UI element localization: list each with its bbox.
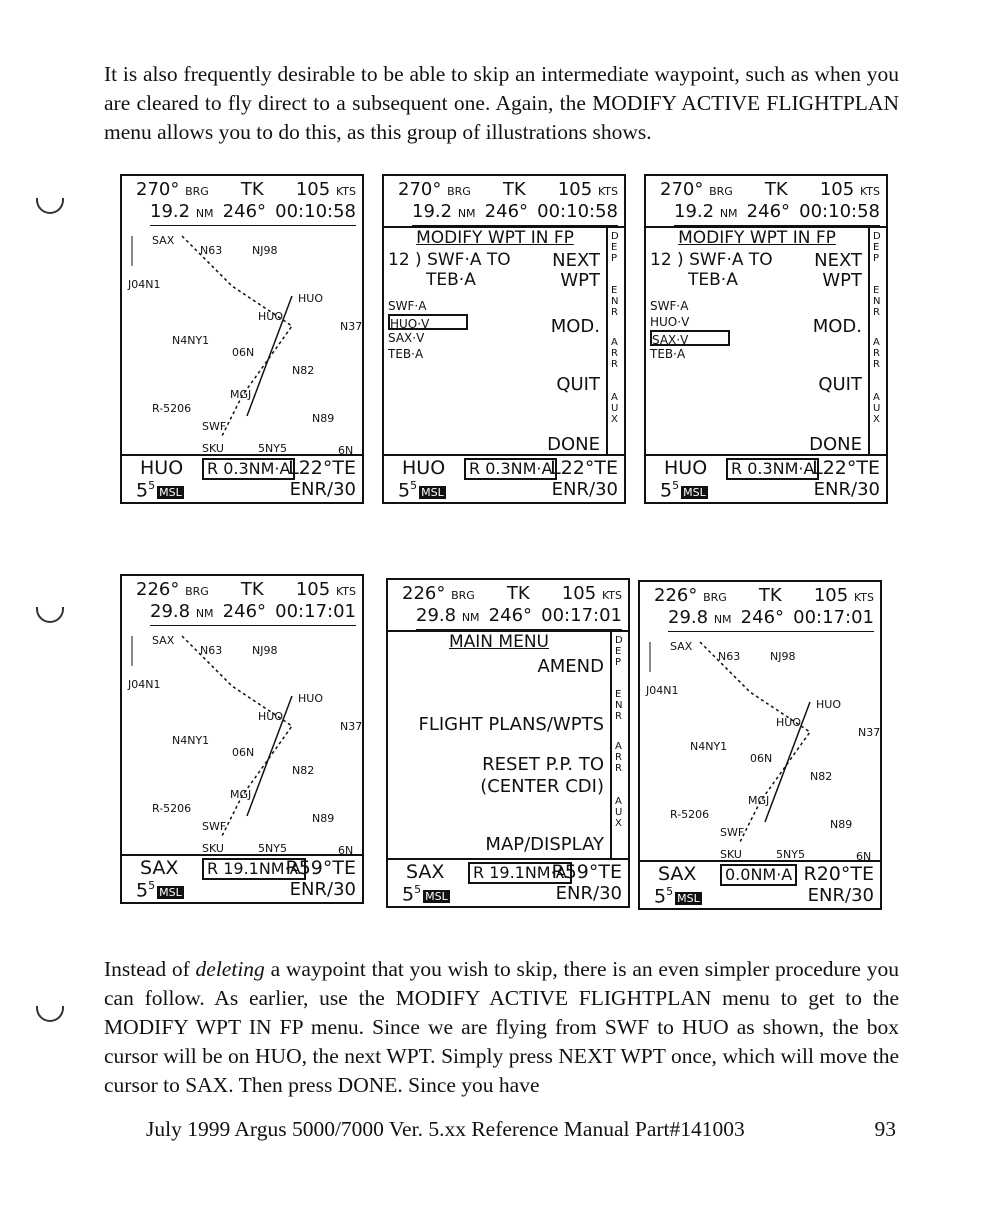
speed-value: 105	[557, 179, 593, 200]
speed-value: 105	[819, 179, 855, 200]
side-key-letter: P	[615, 657, 622, 668]
map-label: J04N1	[128, 678, 161, 691]
map-label: SAX	[152, 634, 175, 647]
modify-wpt-menu	[646, 226, 886, 456]
side-key-letter: R	[611, 348, 618, 359]
mode-key-strip[interactable]	[868, 228, 886, 456]
active-leg-dest: TEB·A	[688, 270, 738, 290]
waypoint-list-item[interactable]: SAX·V	[388, 331, 425, 345]
map-label: SAX	[152, 234, 175, 247]
nav-header	[122, 576, 362, 626]
quit-option[interactable]: QUIT	[556, 374, 600, 395]
distance-value: 29.8	[668, 607, 709, 628]
msl-badge: MSL	[683, 486, 706, 500]
active-waypoint: HUO	[140, 457, 184, 479]
distance-unit: NM	[195, 207, 214, 220]
map-label: N4NY1	[690, 740, 728, 753]
nav-header	[122, 176, 362, 226]
side-key-letter: D	[611, 231, 619, 242]
side-key-letter: N	[615, 700, 623, 711]
map-label: N63	[200, 644, 223, 657]
side-key-letter: R	[615, 752, 622, 763]
side-key-letter: E	[873, 242, 880, 253]
side-key-letter: R	[873, 348, 880, 359]
msl-badge: MSL	[677, 892, 700, 906]
track-value: 246°	[222, 601, 267, 622]
track-label: TK	[764, 179, 788, 200]
mod-option[interactable]: MOD.	[812, 316, 862, 337]
side-key-letter: D	[873, 231, 881, 242]
distance-value: 29.8	[416, 605, 457, 626]
bearing-value: 270°	[398, 179, 442, 200]
side-key-letter: E	[615, 689, 622, 700]
moving-map	[122, 226, 362, 456]
map-label: N63	[718, 650, 741, 663]
side-key-letter: A	[873, 337, 880, 348]
side-key-letter: X	[611, 414, 618, 425]
waypoint-list-item[interactable]: HUO·V	[388, 314, 468, 330]
side-key-letter: U	[873, 403, 881, 414]
nav-footer	[384, 454, 624, 502]
nav-header	[640, 582, 880, 632]
side-key-letter: A	[615, 741, 622, 752]
wpt-option[interactable]: WPT	[560, 270, 600, 291]
modify-wpt-menu	[384, 226, 624, 456]
ete-value: 00:10:58	[799, 201, 880, 222]
side-key-letter: X	[873, 414, 880, 425]
waypoint-list-item[interactable]: SWF·A	[388, 299, 427, 313]
binder-hole-mark	[36, 1006, 64, 1022]
side-key-letter: E	[615, 646, 622, 657]
altitude-sup: 5	[414, 883, 422, 896]
side-key-letter: R	[611, 359, 618, 370]
speed-unit: KTS	[853, 591, 874, 604]
distance-value: 19.2	[412, 201, 453, 222]
nav-footer	[640, 860, 880, 908]
center-cdi-label: (CENTER CDI)	[480, 776, 604, 797]
bearing-unit: BRG	[709, 185, 733, 198]
side-key-letter: N	[611, 296, 619, 307]
side-key-letter: P	[611, 253, 618, 264]
waypoint-list-item[interactable]: TEB·A	[650, 347, 686, 361]
active-leg: 12 ) SWF·A TO	[388, 250, 511, 270]
nav-header	[384, 176, 624, 226]
altitude-value: 5	[136, 879, 149, 902]
active-waypoint: SAX	[658, 863, 697, 885]
flight-plans-option[interactable]: FLIGHT PLANS/WPTS	[418, 714, 604, 735]
side-key-letter: E	[611, 285, 618, 296]
map-label: N37	[858, 726, 881, 739]
map-label: SKU	[202, 842, 224, 855]
distance-value: 29.8	[150, 601, 191, 622]
altitude-sup: 5	[148, 479, 156, 492]
track-value: 246°	[484, 201, 529, 222]
active-waypoint: SAX	[140, 857, 179, 879]
bearing-value: 226°	[136, 579, 180, 600]
side-key-letter: U	[615, 807, 623, 818]
nav-footer	[646, 454, 886, 502]
active-waypoint: SAX	[406, 861, 445, 883]
track-label: TK	[240, 179, 264, 200]
speed-unit: KTS	[859, 185, 880, 198]
map-label: SWF	[720, 826, 745, 839]
map-label: N37	[340, 720, 363, 733]
distance-unit: NM	[461, 611, 480, 624]
side-key-letter: R	[615, 711, 622, 722]
side-key-letter: E	[873, 285, 880, 296]
distance-unit: NM	[457, 207, 476, 220]
map-label: N89	[312, 412, 335, 425]
crosstrack-box: R 0.3NM·A	[202, 458, 295, 480]
next-option[interactable]: NEXT	[814, 250, 862, 271]
msl-badge: MSL	[159, 486, 182, 500]
speed-unit: KTS	[335, 585, 356, 598]
map-label: SAX	[670, 640, 693, 653]
speed-value: 105	[561, 583, 597, 604]
altitude-value: 5	[402, 883, 415, 906]
active-leg: 12 ) SWF·A TO	[650, 250, 773, 270]
msl-badge: MSL	[421, 486, 444, 500]
main-menu	[388, 630, 628, 860]
map-label: J04N1	[646, 684, 679, 697]
gps-screen	[644, 174, 888, 504]
speed-unit: KTS	[601, 589, 622, 602]
map-label: 06N	[232, 346, 255, 359]
altitude-value: 5	[136, 479, 149, 502]
menu-title: MODIFY WPT IN FP	[416, 228, 574, 248]
bearing-unit: BRG	[185, 185, 209, 198]
distance-unit: NM	[713, 613, 732, 626]
map-label: HUO	[258, 710, 283, 723]
map-label: SKU	[720, 848, 742, 861]
side-key-letter: A	[611, 337, 618, 348]
distance-value: 19.2	[674, 201, 715, 222]
map-label: R-5206	[152, 402, 192, 415]
altitude-value: 5	[398, 479, 411, 502]
crosstrack-box: R 19.1NM·A	[202, 858, 306, 880]
bearing-value: 270°	[136, 179, 180, 200]
speed-unit: KTS	[597, 185, 618, 198]
map-label: 6N	[338, 444, 354, 457]
waypoint-list-item[interactable]: TEB·A	[388, 347, 424, 361]
map-label: 06N	[750, 752, 773, 765]
map-label: SKU	[202, 442, 224, 455]
moving-map	[640, 632, 880, 862]
mode-indicator: ENR/30	[289, 879, 356, 900]
altitude-sup: 5	[672, 479, 680, 492]
gps-screen	[120, 174, 364, 504]
track-error: L22°TE	[550, 457, 618, 479]
distance-value: 19.2	[150, 201, 191, 222]
ete-value: 00:17:01	[793, 607, 874, 628]
map-label: N89	[830, 818, 853, 831]
map-label: N63	[200, 244, 223, 257]
mode-indicator: ENR/30	[289, 479, 356, 500]
mode-indicator: ENR/30	[807, 885, 874, 906]
map-label: 5NY5	[258, 442, 287, 455]
active-waypoint: HUO	[402, 457, 446, 479]
bearing-value: 270°	[660, 179, 704, 200]
mode-key-strip[interactable]	[610, 632, 628, 860]
track-error: R20°TE	[803, 863, 874, 885]
amend-option[interactable]: AMEND	[537, 656, 604, 677]
side-key-letter: R	[873, 307, 880, 318]
map-label: N89	[312, 812, 335, 825]
mod-option[interactable]: MOD.	[550, 316, 600, 337]
gps-screen	[638, 580, 882, 910]
done-option[interactable]: DONE	[547, 434, 600, 455]
crosstrack-box: R 0.3NM·A	[726, 458, 819, 480]
map-label: HUO	[298, 292, 323, 305]
map-label: SWF	[202, 820, 227, 833]
track-error: L22°TE	[288, 457, 356, 479]
track-label: TK	[502, 179, 526, 200]
side-key-letter: R	[615, 763, 622, 774]
nav-footer	[122, 454, 362, 502]
map-label: MGJ	[230, 388, 252, 401]
track-error: R59°TE	[551, 861, 622, 883]
nav-header	[388, 580, 628, 630]
map-label: 5NY5	[776, 848, 805, 861]
crosstrack-box: R 19.1NM·A	[468, 862, 572, 884]
active-waypoint: HUO	[664, 457, 708, 479]
side-key-letter: A	[615, 796, 622, 807]
map-label: SWF	[202, 420, 227, 433]
track-value: 246°	[740, 607, 785, 628]
wpt-option[interactable]: WPT	[822, 270, 862, 291]
binder-hole-mark	[36, 607, 64, 623]
reset-pp-option[interactable]: RESET P.P. TO	[482, 754, 604, 775]
bearing-unit: BRG	[447, 185, 471, 198]
nav-footer	[122, 854, 362, 902]
speed-value: 105	[295, 179, 331, 200]
mode-indicator: ENR/30	[813, 479, 880, 500]
speed-value: 105	[295, 579, 331, 600]
side-key-letter: P	[873, 253, 880, 264]
side-key-letter: X	[615, 818, 622, 829]
msl-badge: MSL	[425, 890, 448, 904]
nav-header	[646, 176, 886, 226]
crosstrack-box: 0.0NM·A	[720, 864, 797, 886]
altitude-sup: 5	[148, 879, 156, 892]
nav-footer	[388, 858, 628, 906]
map-label: N82	[292, 764, 315, 777]
side-key-letter: R	[873, 359, 880, 370]
waypoint-list-item[interactable]: SWF·A	[650, 299, 689, 313]
track-error: L22°TE	[812, 457, 880, 479]
map-label: MGJ	[230, 788, 252, 801]
gps-screen	[382, 174, 626, 504]
map-label: N4NY1	[172, 334, 210, 347]
map-label: N82	[292, 364, 315, 377]
track-value: 246°	[746, 201, 791, 222]
done-option[interactable]: DONE	[809, 434, 862, 455]
map-label: N4NY1	[172, 734, 210, 747]
mode-indicator: ENR/30	[555, 883, 622, 904]
side-key-letter: A	[873, 392, 880, 403]
intro-paragraph: It is also frequently desirable to be able to skip an intermediate waypoint, such as when you are cleared to fly direct to a subsequent one. Again, the MODIFY ACTIVE FLIGHTPLAN menu allows you to do this, as this group of illustrations shows.	[104, 62, 899, 144]
next-option[interactable]: NEXT	[552, 250, 600, 271]
map-display-option[interactable]: MAP/DISPLAY	[485, 834, 604, 855]
speed-value: 105	[813, 585, 849, 606]
speed-unit: KTS	[335, 185, 356, 198]
track-label: TK	[506, 583, 530, 604]
page-number: 93	[874, 1117, 896, 1141]
bearing-unit: BRG	[703, 591, 727, 604]
gps-screen	[120, 574, 364, 904]
bearing-value: 226°	[654, 585, 698, 606]
waypoint-list-item[interactable]: SAX·V	[650, 330, 730, 346]
distance-unit: NM	[719, 207, 738, 220]
map-label: HUO	[776, 716, 801, 729]
bearing-unit: BRG	[185, 585, 209, 598]
menu-title: MAIN MENU	[449, 632, 549, 652]
bearing-unit: BRG	[451, 589, 475, 602]
mode-indicator: ENR/30	[551, 479, 618, 500]
active-leg-dest: TEB·A	[426, 270, 476, 290]
footer-text: July 1999 Argus 5000/7000 Ver. 5.xx Reference Manual Part#141003	[146, 1117, 745, 1141]
map-label: NJ98	[252, 644, 278, 657]
side-key-letter: R	[611, 307, 618, 318]
map-label: R-5206	[152, 802, 192, 815]
waypoint-list	[650, 298, 730, 362]
msl-badge: MSL	[159, 886, 182, 900]
bearing-value: 226°	[402, 583, 446, 604]
map-label: HUO	[816, 698, 841, 711]
ete-value: 00:10:58	[537, 201, 618, 222]
track-label: TK	[758, 585, 782, 606]
map-label: 5NY5	[258, 842, 287, 855]
crosstrack-box: R 0.3NM·A	[464, 458, 557, 480]
map-label: N37	[340, 320, 363, 333]
map-label: HUO	[258, 310, 283, 323]
map-label: NJ98	[252, 244, 278, 257]
altitude-sup: 5	[666, 885, 674, 898]
map-label: R-5206	[670, 808, 710, 821]
outro-paragraph: Instead of deleting a waypoint that you wish to skip, there is an even simpler procedure you can follow. As earlier, use the MODIFY ACTIVE FLIGHTPLAN menu to get to the MODIFY WPT IN FP menu. Since we are flying from SWF to HUO as shown, the box cursor will be on HUO, the next WPT. Simply press NEXT WPT once, which will move the cursor to SAX. Then press DONE. Since you have	[104, 957, 899, 1097]
ete-value: 00:10:58	[275, 201, 356, 222]
map-label: NJ98	[770, 650, 796, 663]
map-label: MGJ	[748, 794, 770, 807]
track-value: 246°	[222, 201, 267, 222]
menu-title: MODIFY WPT IN FP	[678, 228, 836, 248]
gps-screen	[386, 578, 630, 908]
altitude-sup: 5	[410, 479, 418, 492]
track-error: R59°TE	[285, 857, 356, 879]
distance-unit: NM	[195, 607, 214, 620]
side-key-letter: N	[873, 296, 881, 307]
ete-value: 00:17:01	[541, 605, 622, 626]
quit-option[interactable]: QUIT	[818, 374, 862, 395]
altitude-value: 5	[654, 885, 667, 908]
binder-hole-mark	[36, 198, 64, 214]
map-label: 06N	[232, 746, 255, 759]
mode-key-strip[interactable]	[606, 228, 624, 456]
map-label: 6N	[856, 850, 872, 863]
side-key-letter: U	[611, 403, 619, 414]
side-key-letter: A	[611, 392, 618, 403]
map-label: HUO	[298, 692, 323, 705]
side-key-letter: E	[611, 242, 618, 253]
track-label: TK	[240, 579, 264, 600]
altitude-value: 5	[660, 479, 673, 502]
waypoint-list	[388, 298, 468, 362]
map-label: N82	[810, 770, 833, 783]
map-label: 6N	[338, 844, 354, 857]
moving-map	[122, 626, 362, 856]
side-key-letter: D	[615, 635, 623, 646]
page-footer	[146, 1117, 896, 1142]
track-value: 246°	[488, 605, 533, 626]
waypoint-list-item[interactable]: HUO·V	[650, 315, 690, 329]
map-label: J04N1	[128, 278, 161, 291]
ete-value: 00:17:01	[275, 601, 356, 622]
